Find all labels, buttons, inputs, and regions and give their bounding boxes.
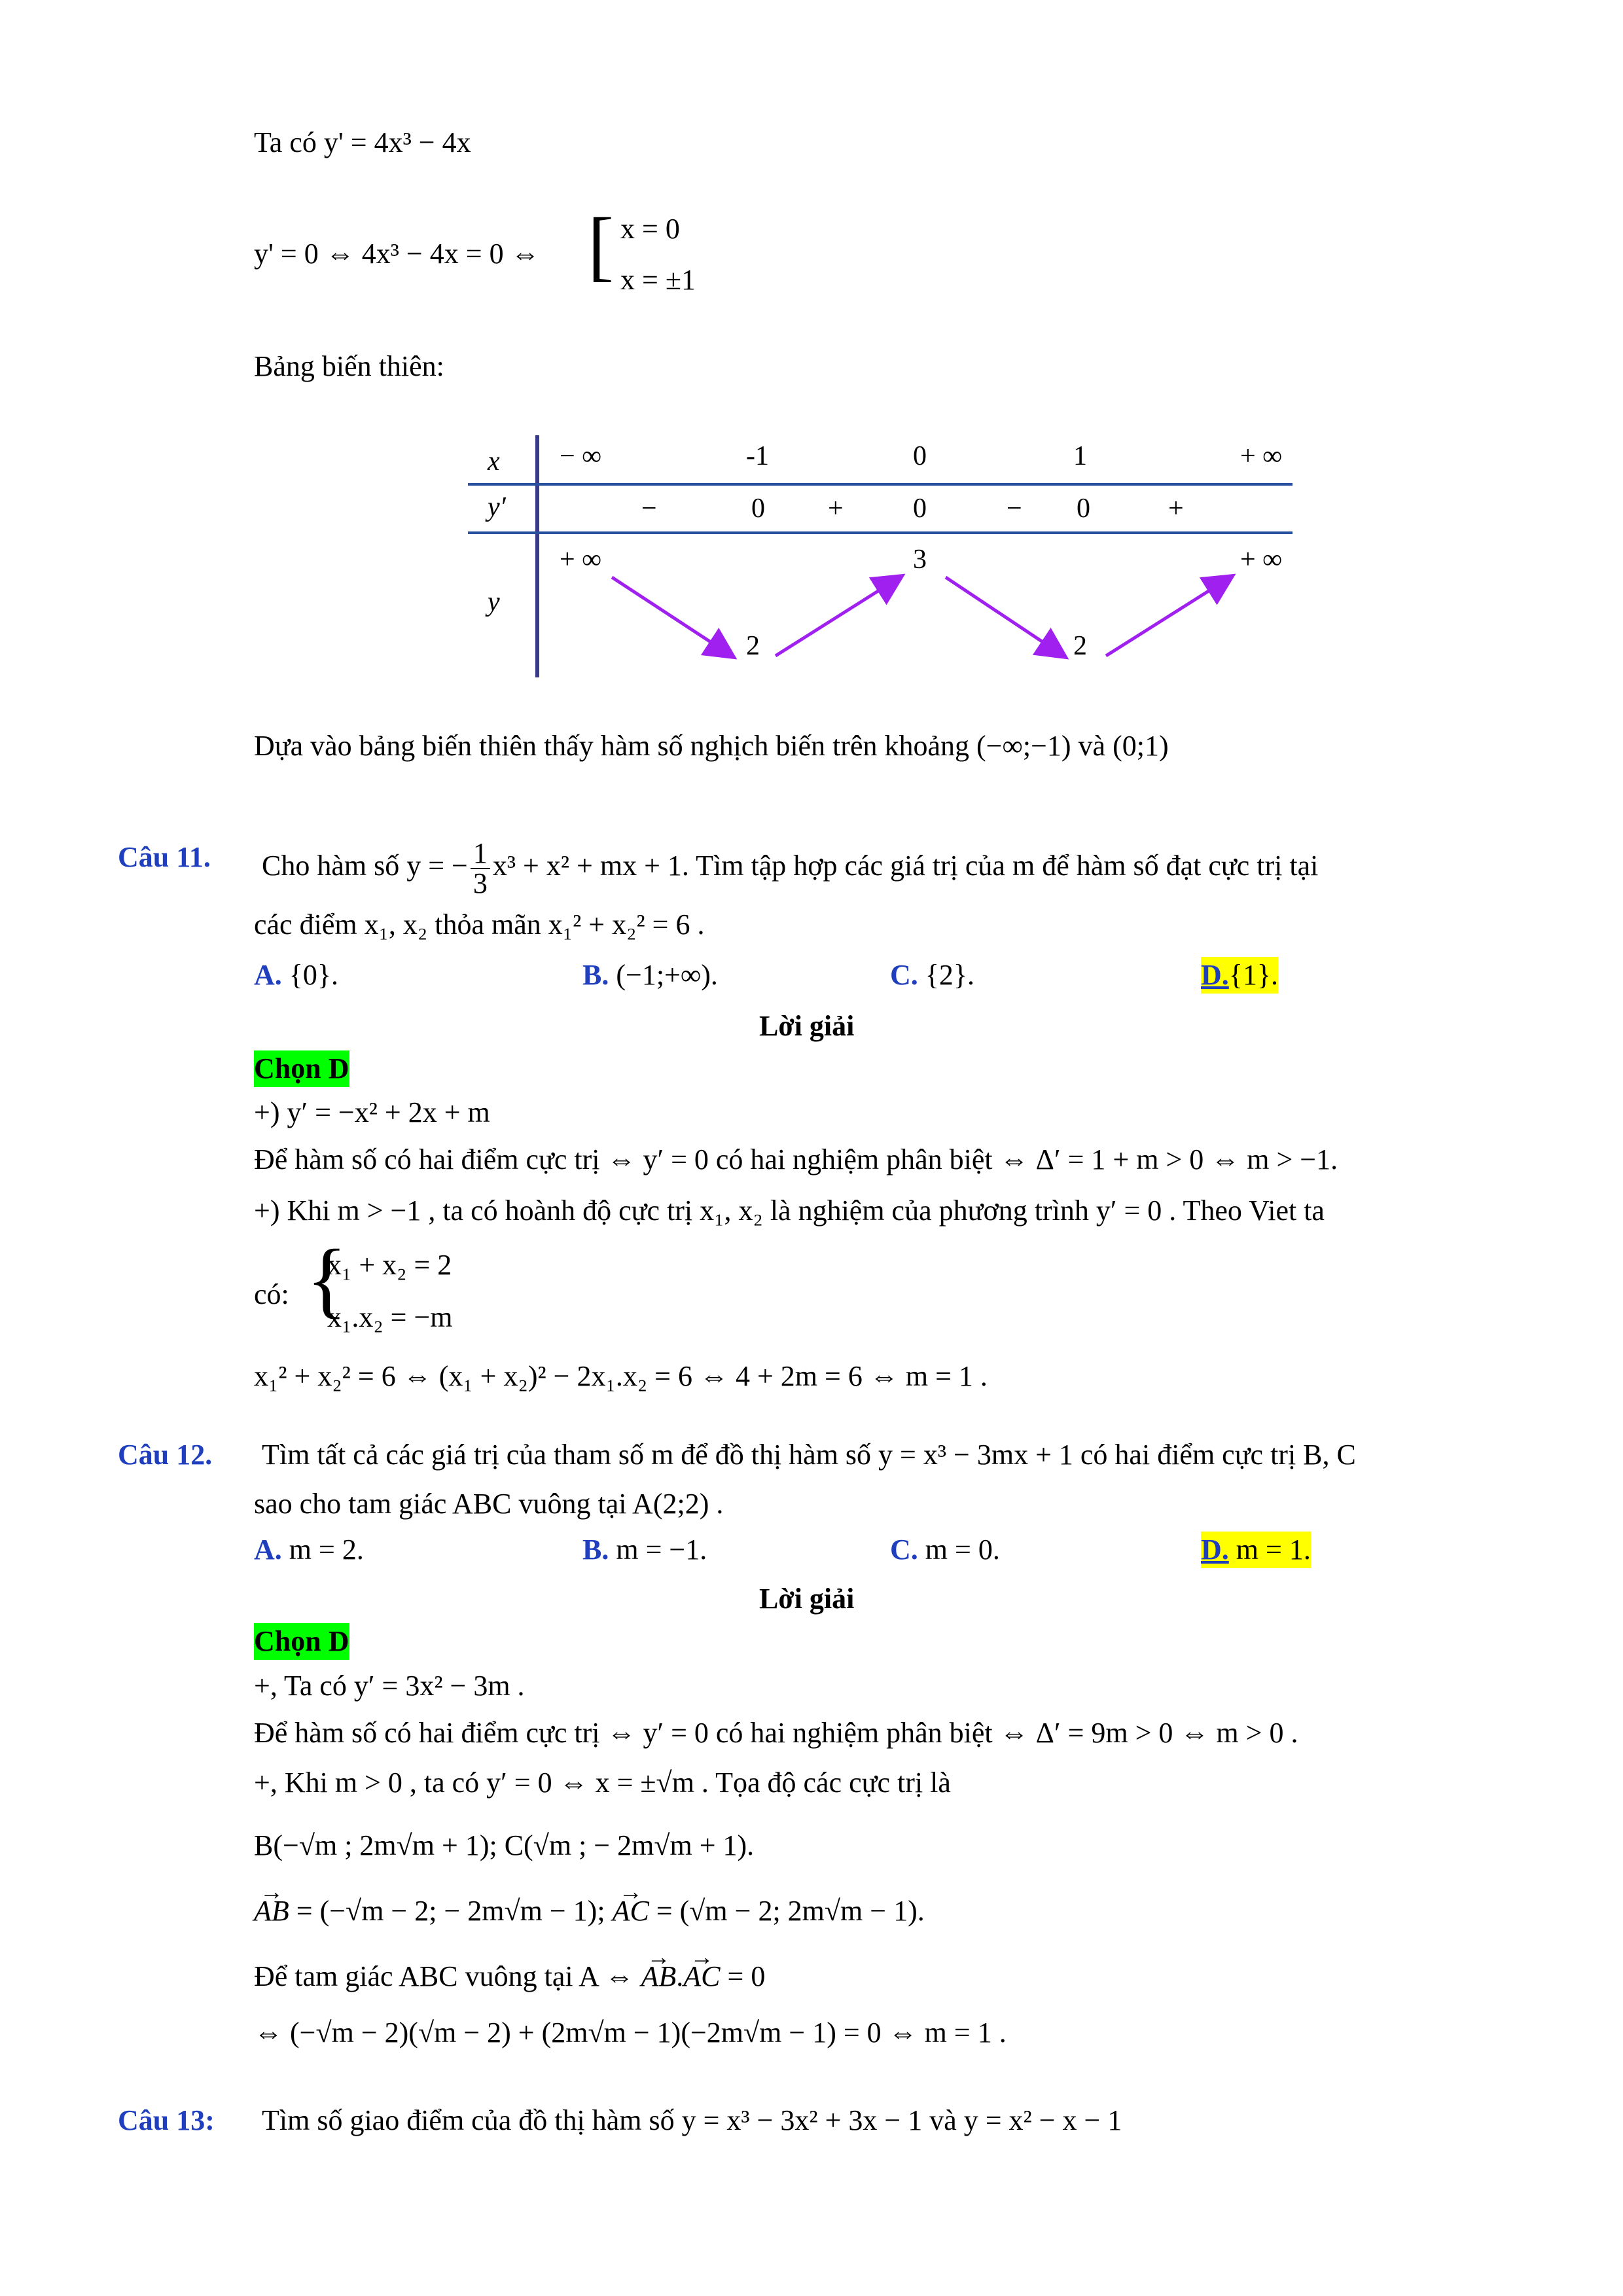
- q11-option-a: [254, 957, 338, 994]
- q13-text: Tìm số giao điểm của đồ thị hàm số y = x³ − 3x² + 3x − 1 và y = x² − x − 1: [262, 2104, 1122, 2136]
- case-bracket: [: [588, 202, 614, 289]
- x-val: 1: [1073, 441, 1087, 471]
- vector-ac-value: = (√m − 2; 2m√m − 1).: [649, 1895, 925, 1927]
- intro-equation: y' = 0 ⇔ 4x³ − 4x = 0 ⇔: [254, 238, 540, 270]
- q12-step-4: B(−√m ; 2m√m + 1); C(√m ; − 2m√m + 1).: [254, 1829, 755, 1861]
- option-value: {1}.: [1228, 959, 1279, 991]
- option-value: m = −1.: [616, 1534, 707, 1566]
- x-val: + ∞: [1240, 441, 1283, 471]
- y-top-val: 3: [913, 545, 927, 575]
- q11-text-b: x³ + x² + mx + 1. Tìm tập hợp các giá trị của m để hàm số đạt cực trị tại: [492, 850, 1319, 882]
- option-key: B.: [582, 1534, 609, 1566]
- q12-step-5: [254, 1893, 925, 1929]
- x-val: -1: [746, 441, 769, 471]
- yp-sign: 0: [913, 493, 927, 524]
- option-key: D.: [1201, 1534, 1229, 1566]
- option-key: A.: [254, 959, 282, 991]
- q12-option-a: [254, 1532, 364, 1568]
- vector-ab: → AB: [254, 1893, 289, 1929]
- yp-sign: +: [1168, 493, 1184, 524]
- y-bottom-val: 2: [1073, 631, 1087, 661]
- y-bottom-val: 2: [746, 631, 760, 661]
- x-val: − ∞: [560, 441, 602, 471]
- row-label-y: y: [488, 587, 500, 617]
- yp-sign: +: [828, 493, 844, 524]
- q11-solution-title: Lời giải: [759, 1010, 855, 1042]
- arrow-increasing: [776, 577, 900, 656]
- x-val: 0: [913, 441, 927, 471]
- q12-option-b: [582, 1532, 707, 1568]
- q12-chosen: Chọn D: [254, 1623, 349, 1660]
- q12-step-3: +, Khi m > 0 , ta có y′ = 0 ⇔ x = ±√m . Tọa độ các cực trị là: [254, 1767, 951, 1799]
- y-top-val: + ∞: [560, 545, 602, 575]
- q11-option-d: [1201, 957, 1278, 994]
- q12-step-1: +, Ta có y′ = 3x² − 3m .: [254, 1670, 525, 1702]
- variation-arrows: [0, 0, 1623, 720]
- q11-step-2: Để hàm số có hai điểm cực trị ⇔ y′ = 0 có hai nghiệm phân biệt ⇔ Δ′ = 1 + m > 0 ⇔ m > −1.: [254, 1143, 1338, 1175]
- option-key: C.: [890, 959, 918, 991]
- q11-option-c: [890, 957, 974, 994]
- yp-sign: −: [641, 493, 657, 524]
- row-label-yprime: y′: [488, 492, 506, 522]
- option-value: (−1;+∞).: [616, 959, 718, 991]
- q11-text-a: Cho hàm số y = −: [262, 850, 468, 882]
- vector-ab: → AB: [641, 1958, 677, 1995]
- yp-sign: −: [1007, 493, 1022, 524]
- q11-step-5: x₁² + x₂² = 6 ⇔ (x₁ + x₂)² − 2x₁.x₂ = 6 ⇔ 4 + 2m = 6 ⇔ m = 1 .: [254, 1360, 988, 1392]
- q12-option-c: [890, 1532, 1000, 1568]
- q12-step-7: ⇔ (−√m − 2)(√m − 2) + (2m√m − 1)(−2m√m − 1) = 0 ⇔ m = 1 .: [254, 2017, 1007, 2049]
- q12-option-d: [1201, 1532, 1311, 1568]
- q11-line-2: các điểm x₁, x₂ thỏa mãn x₁² + x₂² = 6 .: [254, 908, 705, 941]
- q11-step-1: +) y′ = −x² + 2x + m: [254, 1096, 490, 1128]
- q12-step-2: Để hàm số có hai điểm cực trị ⇔ y′ = 0 có hai nghiệm phân biệt ⇔ Δ′ = 9m > 0 ⇔ m > 0 .: [254, 1717, 1298, 1749]
- option-value: {2}.: [925, 959, 975, 991]
- q12-solution-title: Lời giải: [759, 1583, 855, 1615]
- bbt-title: Bảng biến thiên:: [254, 350, 444, 382]
- option-value: m = 2.: [289, 1534, 364, 1566]
- y-top-val: + ∞: [1240, 545, 1283, 575]
- dot: .: [676, 1960, 684, 1992]
- step6-text: Để tam giác ABC vuông tại A ⇔: [254, 1960, 641, 1992]
- q12-line-1: Tìm tất cả các giá trị của tham số m để đồ thị hàm số y = x³ − 3mx + 1 có hai điểm cực trị B, C: [262, 1439, 1356, 1471]
- q12-line-2: sao cho tam giác ABC vuông tại A(2;2) .: [254, 1488, 724, 1520]
- intro-line-1: Ta có y' = 4x³ − 4x: [254, 126, 471, 158]
- arrow-decreasing: [946, 577, 1063, 656]
- step6-eq: = 0: [720, 1960, 766, 1992]
- q13-label: Câu 13:: [118, 2104, 215, 2136]
- frac-num: 1: [471, 839, 490, 869]
- arrow-increasing: [1106, 577, 1230, 656]
- q11-text: [262, 839, 1318, 898]
- option-key: B.: [582, 959, 609, 991]
- q11-step-3: +) Khi m > −1 , ta có hoành độ cực trị x₁, x₂ là nghiệm của phương trình y′ = 0 . Theo Viet ta: [254, 1194, 1325, 1227]
- arrow-decreasing: [612, 577, 732, 656]
- fraction: [471, 839, 490, 898]
- conclusion: Dựa vào bảng biến thiên thấy hàm số nghịch biến trên khoảng (−∞;−1) và (0;1): [254, 730, 1169, 762]
- q12-step-6: [254, 1958, 765, 1995]
- q11-step-4-label: có:: [254, 1278, 289, 1310]
- vector-ac: → AC: [613, 1893, 649, 1929]
- vector-ab-value: = (−√m − 2; − 2m√m − 1);: [289, 1895, 613, 1927]
- q11-label: Câu 11.: [118, 841, 211, 873]
- frac-den: 3: [473, 867, 488, 899]
- yp-sign: 0: [751, 493, 765, 524]
- case-1: x = 0: [620, 213, 680, 245]
- option-key: D.: [1201, 959, 1229, 991]
- case-2: x = ±1: [620, 264, 696, 296]
- yp-sign: 0: [1077, 493, 1090, 524]
- system-brace: {: [306, 1232, 348, 1327]
- option-value: m = 1.: [1236, 1534, 1311, 1566]
- q11-option-b: [582, 957, 718, 994]
- vector-ac: → AC: [683, 1958, 720, 1995]
- option-value: {0}.: [289, 959, 339, 991]
- q12-label: Câu 12.: [118, 1439, 213, 1471]
- q11-system-2: x₁.x₂ = −m: [327, 1301, 453, 1333]
- option-key: C.: [890, 1534, 918, 1566]
- option-key: A.: [254, 1534, 282, 1566]
- row-label-x: x: [488, 446, 500, 476]
- q11-system-1: x₁ + x₂ = 2: [327, 1249, 452, 1281]
- option-value: m = 0.: [925, 1534, 1000, 1566]
- q11-chosen: Chọn D: [254, 1050, 349, 1087]
